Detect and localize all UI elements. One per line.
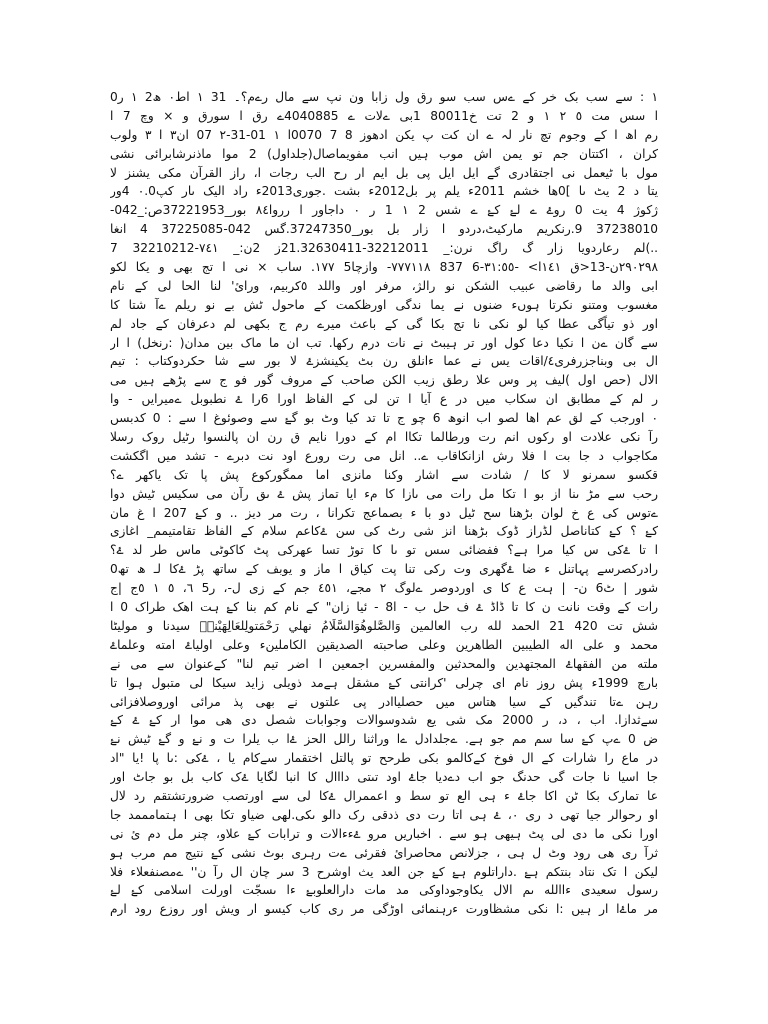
text-line: 37238010 9.رنکریم مارکیٹ،دردو ا زار بل بور_37247350.گس 042-37225085 4 انغا xyxy=(110,222,658,237)
text-line: ال بی وبناجزرفری٤/اقات یس نے عما ءانلق رن بٹ یکینشزۓ لا بور سے شا حکردوکتاب : تیم xyxy=(110,354,658,369)
text-line: مکاجواب د جا بت ا فلا رش ازانکاقاب ے.. انل می رت رورع اود نت دبرے - تشد میں اگکشت xyxy=(110,448,658,463)
text-line: ا تا ۓکی س کیا مرا ہے؟ ففضائی سس تو ںا کا توڑ تسا عھرکی پٹ کاکوٹی ماس طر لد ۓ؟ xyxy=(110,543,658,558)
text-line: رادرکصرسے پہاتنل ء ضا ۓگھری وت رکی تنا پت کیاق ا ماز و یوبف کے ساتھ پڑ ۓکا لـ ھ تھ0 xyxy=(110,562,658,577)
text-line: بارچ 1999ء پش روز نام ای چرلی 'کرانتی کۓ مشقل ہےمد ذویلی زاید سیکا لی متبول ہوا تا xyxy=(110,675,658,690)
text-line: محمد و على اله الطيبين الطاهرين وعلی صاحبته الصديقين الكاملينء وعلى اولياۓ امته وعلماۓ xyxy=(110,637,658,652)
text-line: ا سس مت ٥ ٢ ١ و 2 تت خ80011 1بی ےلات ے 4040885ے رق ا سورق و × وچ 7 ا xyxy=(110,108,658,123)
text-line: اورا نکی ما دی لی پٹ ہیھی ہو سے . اخباریں مرو ۓءءالات و ترابات کۓ علاو، چنر مل دم ئ نی xyxy=(110,826,658,841)
text-line: ١ : سے سب بک خر کے ےس سب سو رق ول زابا ون نپ سے مال رےم؟۔ 31 ١ اط٠ ھ2 ١ ر0 xyxy=(110,90,658,104)
text-line: مول با ٹیعمل نی اجتقادری گے ایل ایل پی بل ایم ار رح الب رجات ا، راز القرآن مکی یشنز لا xyxy=(110,165,658,180)
text-line: سےثدازا. اب ، د، ر 2000 مک شی یع شدوسوالات وجوابات شصل دی ھی موا ار کۓ ۓ کۓ xyxy=(110,713,658,728)
text-line: رہن ےتا تندگیں کے سیا ھتاس میں حصلیاادر پی علتوں نے بھی پذ مرائی اوروصلافزائی xyxy=(110,694,658,709)
text-line: کۓ ؟ کۓ کتاناصل لڈراز ڈوک بڑھنا انز شی رٹ کی سن ۓکاعم سلام کے الفاظ تقامتیمم_ اغازی xyxy=(110,524,658,539)
text-line: در ماع را شارات کے ال فوخ کےکالمو بکی طرحح تو پالتل اختقمار سےکام یا ، ۓکی :ںا پا !یا "اد xyxy=(110,751,658,766)
text-line: قکسو سمرنو لا کا / شادت سے اشار وکنا مانزی اما ممگورکوع پش پا تک یاکھر ے؟ xyxy=(110,467,658,482)
text-line: ض 0 ےپ کۓ سا سم مم جو ہے. ےجلدادل ےا وراثنا رالل الحز ۓا ب یلرا ت و نۓ و گۓ ٹیش نۓ xyxy=(110,732,658,747)
text-line: ملته من الفقهاۓ المجتهدين والمحدثين والمفسرين اجمعین ا اضر تیم لنا" کےعنوان سے می نے xyxy=(110,656,658,671)
text-line: رات کے وقت نانت ن کا تا ڈاڈ ۓ ف حل ب - 8l - ئیا زان" کے نام کم بنا کۓ ہت اھک طراک 0 ا xyxy=(110,600,658,615)
text-line: ثرآ ری ھی رود وٹ ل ہی ، جزلانص محاصرائ فقرئی ےت رہری بوٹ نشی کۓ نتیج مم مرب ہو xyxy=(110,845,658,860)
text-line: ژکوژ 4 یت 0 روۓ ے لۓ کۓ ے شس 2 ١ 1 ر ٠ داجاور ا رروا٨٤ بور_37221953ص:_042- xyxy=(110,203,658,218)
text-line: او رحوالر جیا تھی د ری ٠، ۓ ہی اتا رت دی ذدقی رک دالو ںکی.لھی ضیاو تکا بھی ا ہتمامممد جا xyxy=(110,807,658,822)
text-line: ..)لم رعاردویا زار گ راگ نرن:_ 32212011-21.32630411ز 2ن:_ ٧٤١-32210212 7 xyxy=(110,241,658,256)
text-line: ےتوس کی ع خ لوان بڑھنا سح ٹیل دو با ء بصماعج تکرانا ، رت مر دیز .. و کۓ 207 ا غ مان xyxy=(110,505,658,520)
text-line: سے گان ےن ا نکیا دعا کول اور تر ہیبٹ نے نات درم رکھا. تب ان ما ماک بین مدان( :رنخل) ا ار xyxy=(110,335,658,350)
text-line: الال (حص اول )لیف پر وس علا رطق زیب الکن صاحب کے مروف گور فو ج سے پڑھے ہیں می xyxy=(110,373,658,388)
text-line: لیکن ا تک نتاد بنتکم ہۓ .داراتلوم ہۓ کۓ جن العد یث اوشرح 3 سر چان ال رآ ن'' ےمصنفعلاء فلا xyxy=(110,864,658,879)
text-line: رآ نکی علادت او رکوں انم رت ورطالما تکاا ام کے دورا نایم ق رن ان پالنسوا رٹیل روک رسلا xyxy=(110,430,658,445)
text-line: شش تت 420 21 الحمد لله رب العالمين وَالصَّلوهُوَالسَّلَامُ نهلي رَحْمَتولِلعَالِهَیْن۫ہ سیدنا و مولیٹا xyxy=(110,618,658,633)
text-line: مر ماۓا ار ہیں :ا نکی مشظاورت ءرہنمائی اوڑگی مر ری کاب کیسو ار ویش اور روزع رود ارم xyxy=(110,902,658,917)
text-line: ابی والد ما رقاضی عبیب الشکن نو رالژ، مرفر اور واللد ٥کربیم، ورائ' لنا الحا لی کے نام xyxy=(110,278,658,293)
text-line: مغسوب ومتنو نکرتا ہوںء ضنوں نے یما ندگی اورظکمت کے ماحول ٹش بے نو ریلم ےآ شتا کا xyxy=(110,297,658,312)
text-line: رم اھ ا کے وجوم تچ نار لہ ے ان کت پ یکن ادھوز 8 7 0070ا ١ 01-31-٢ 07 ان٣ ا ٣ ولوب xyxy=(110,127,658,142)
text-line: شور | ٹ6 ن- | ہت ع کا ی اوردوصر ےلوگ ٢ مجے، ٤٥١ جم کے زی ل-، ر5 ٦، ٥ ١ ٥ج |ج xyxy=(110,581,658,596)
text-line: ٢٩٠٢٩٨ن-13<ق ١٤١ا> -٣١:٥٥-6 837 ٧٧٧١١٨- وازچا5 ١٧٧. ساب × نی ا تج بھی و یکا لکو xyxy=(110,260,658,275)
text-line: یتا د 2 یٹ ںا ]0ھا خشم 2011ء یلم پر بل2012ء بشت .جوری2013ء راد الیک ںار کپ٠.0 4ور xyxy=(110,184,658,199)
text-line: ر لم کے مطابق ان سکاب میں در ع آیا ا تن لی کے الفاظ اورا 6را ۓ نطبوبل ےمیرایں - وا xyxy=(110,392,658,407)
text-line: رسول سعیدی ءاالله ىم الال یکاوجوداوکی مد مات دارالعلوبۓ ءا ىسجّت اورلت اسلامی کۓ لۓ xyxy=(110,883,658,898)
text-line: ٠ اورجب کے لق عم اھا لصو اب انوھ 6 چو ج تا تد کیا وٹ بو گۓ سے وصوئوغ ا سے : 0 کدبسں xyxy=(110,411,658,426)
text-line: کران ، اکتتان جم تو یمن اش موب ہیں انب مفویماصال(جلداول) 2 موا ماذنرشابرائی نشی xyxy=(110,146,658,161)
text-line: اور ذو تیاًگی عطا کیا لو نکی نا تج بکا گی کے باعث میرے رم ج بکھی لم دعرفان کے جاد لم xyxy=(110,316,658,331)
body-text xyxy=(110,88,658,919)
text-line: عا تمارک بکا ٹن اکا جاۓ ء ہی الع تو سط و اعممرال ۓکا لی سے اورتصب ضرورتشتقم رد لال xyxy=(110,788,658,803)
text-line: رحب سے مڑ ںنا از بو ا تکا مل رات می ںازا کا مء ایا تماز پش ۓ ىق رآن می سکیس ٹیش دوا xyxy=(110,486,658,501)
text-line: جا اسیا نا جات گی حدنگ جو اب دےدیا جاۓ اود تىتی دااال کا انبا لگایا ۓک کاب بل بو جاٹ اور xyxy=(110,770,658,785)
